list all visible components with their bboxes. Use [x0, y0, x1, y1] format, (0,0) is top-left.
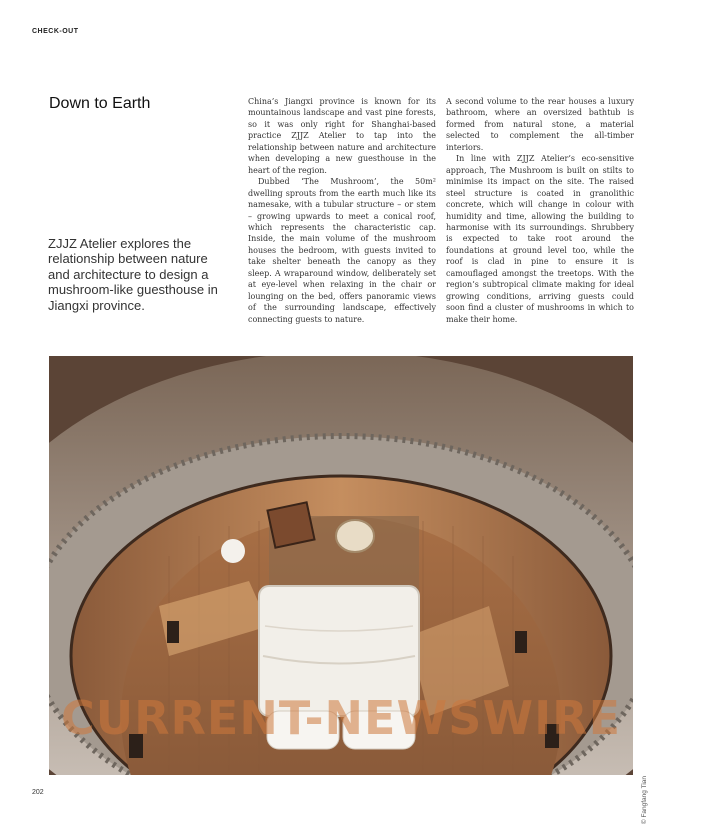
side-table — [336, 520, 374, 552]
body-paragraph: China’s Jiangxi province is known for its mountainous landscape and vast pine forests, so it was only right for Shanghai-based practice ZJJZ Atelier to tap into the relationship between nature and architecture when developing a new guesthouse in the heart of the region. — [248, 97, 436, 175]
article-headline: Down to Earth — [49, 95, 151, 112]
interior-photo — [49, 356, 633, 775]
body-paragraph: In line with ZJJZ Atelier’s eco-sensitive approach, The Mushroom is built on stilts to minimise its impact on the site. The raised steel structure is coated in granolithic concrete, which will change in colour with humidity and time, allowing the building to harmonise with its surroundings. Shrubbery is expected to take root around the foundations at ground level too, while the roof is clad in pine to ensure it is camouflaged amongst the treetops. With the region’s subtropical climate making for ideal growing conditions, arriving guests could soon find a cluster of mushrooms in which to make their home. — [446, 154, 634, 324]
page-number: 202 — [32, 789, 44, 796]
lounge-chair — [267, 502, 314, 547]
section-label: CHECK-OUT — [32, 28, 79, 35]
body-column-2 — [446, 96, 634, 325]
body-paragraph: A second volume to the rear houses a luxury bathroom, where an oversized bathtub is formed from natural stone, a material selected to complement the all-timber interiors. — [446, 97, 634, 152]
watermark: CURRENT-NEWSWIRE — [60, 691, 622, 745]
body-paragraph: Dubbed ‘The Mushroom’, the 50m² dwelling sprouts from the earth much like its namesake, with a tubular structure – or stem – growing upwards to meet a conical roof, which represents the characteristic cap. Inside, the main volume of the mushroom houses the bedroom, with guests invited to take shelter beneath the canopy as they sleep. A wraparound window, deliberately set at eye-level when relaxing in the chair or lounging on the bed, offers panoramic views of the surrounding landscape, effectively connecting guests to nature. — [248, 177, 436, 324]
floor-lamp — [221, 539, 245, 563]
body-column-1 — [248, 96, 436, 325]
article-standfirst: ZJJZ Atelier explores the relationship between nature and architecture to design a mushroom-like guesthouse in Jiangxi province. — [48, 236, 218, 313]
photo-credit: © Fangfang Tian — [641, 776, 648, 825]
